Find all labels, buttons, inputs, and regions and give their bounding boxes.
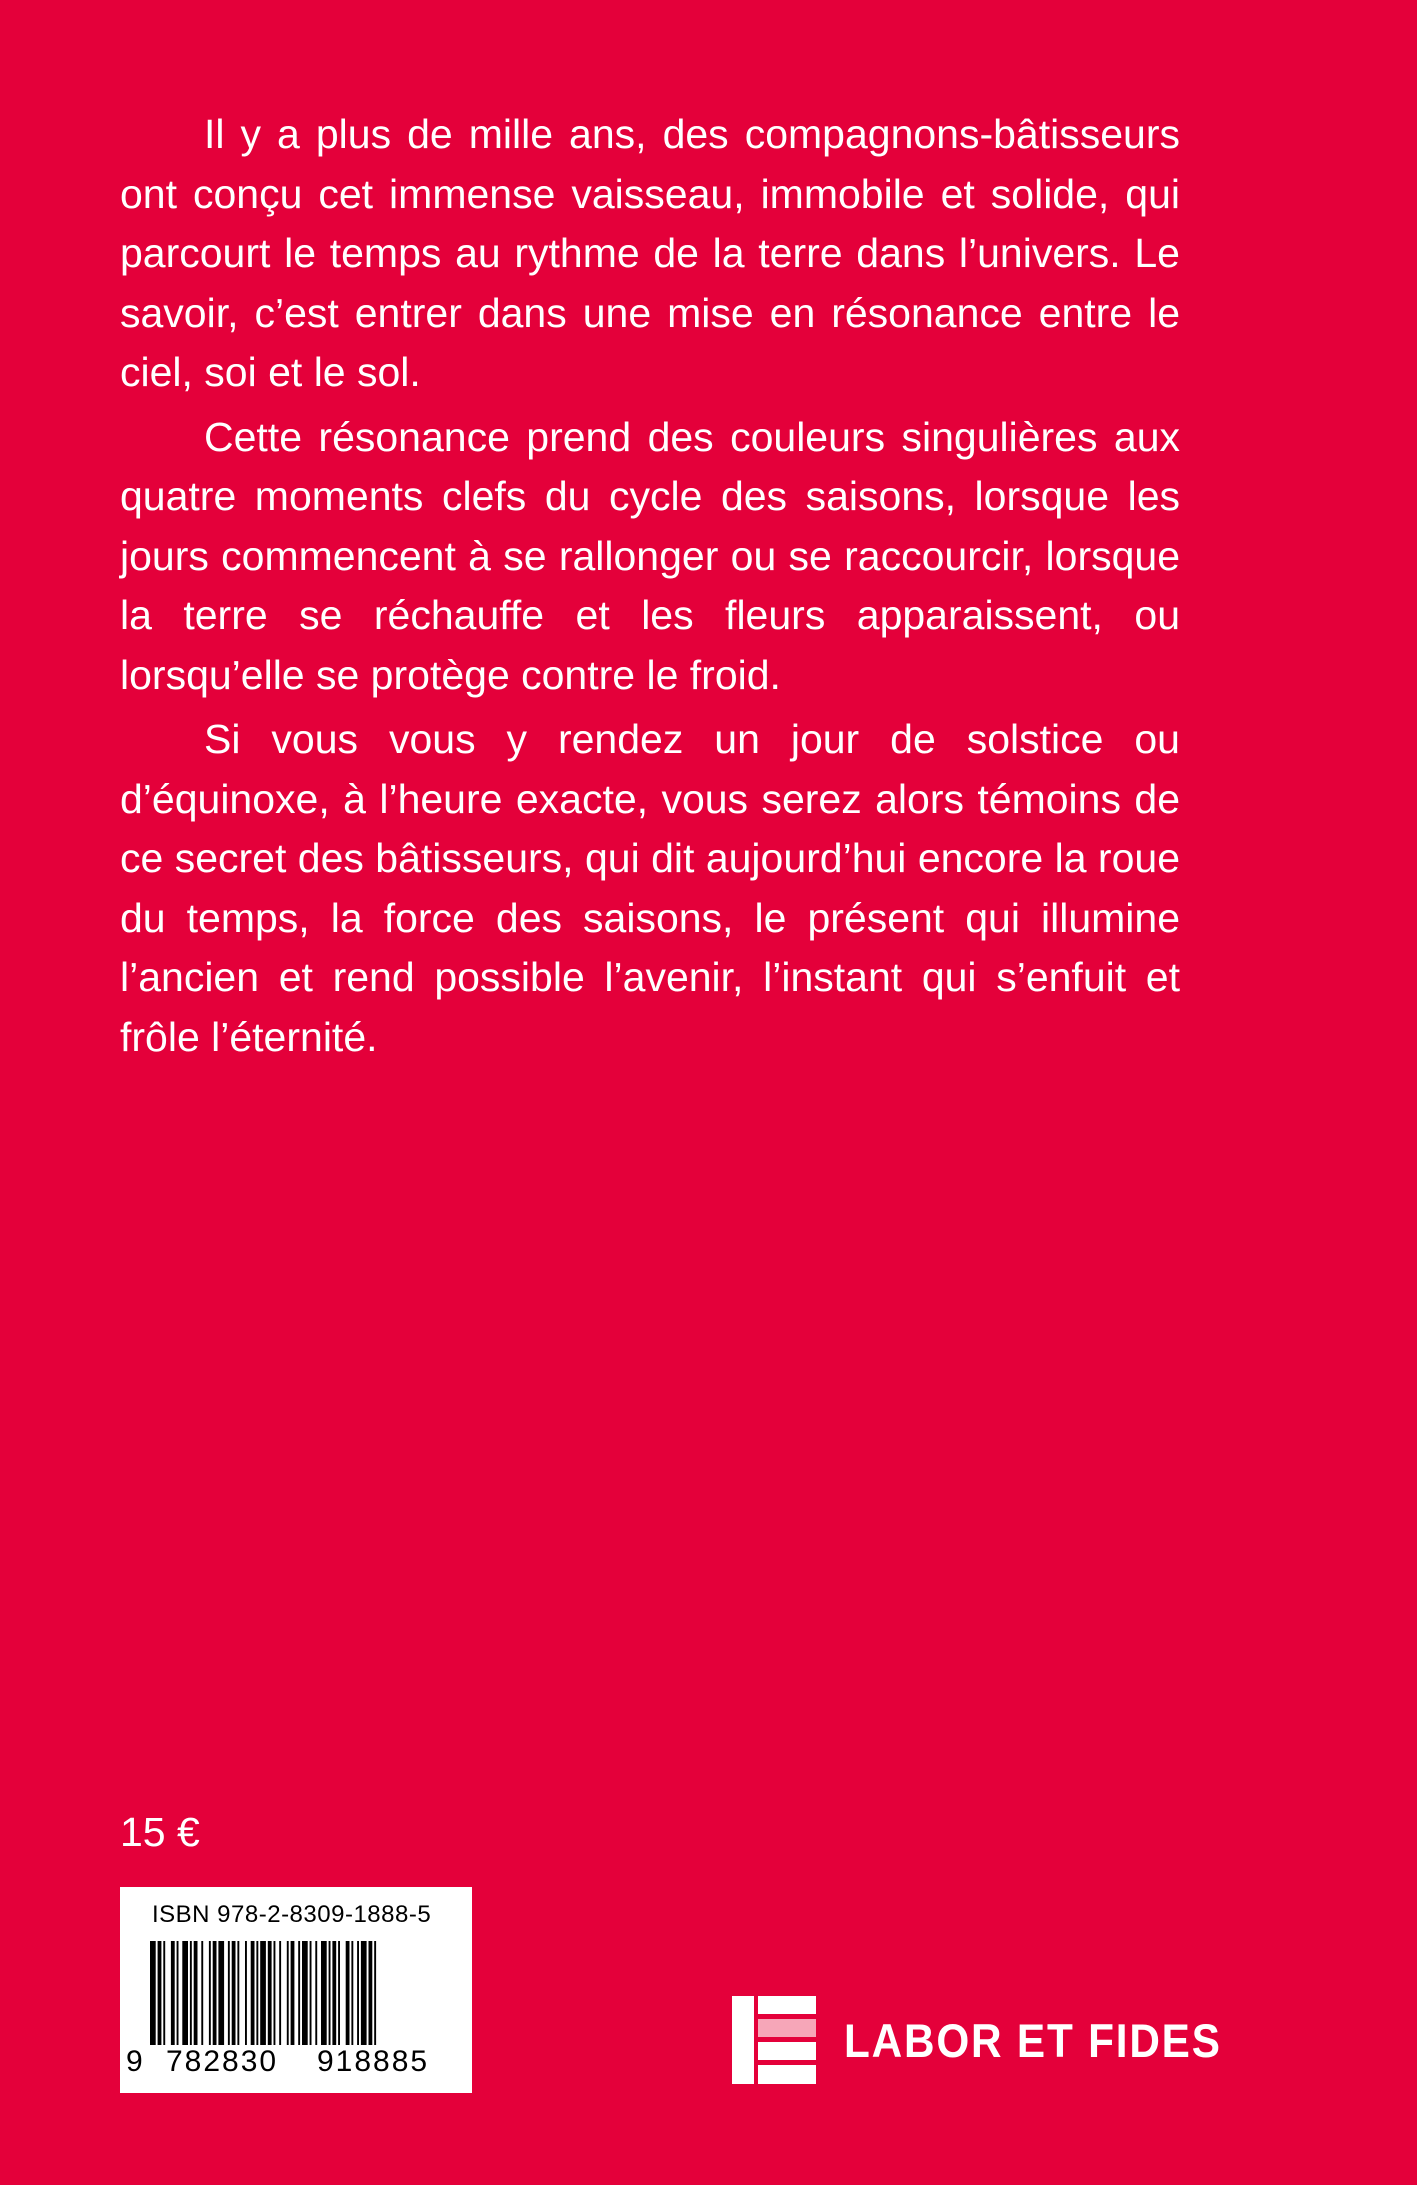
barcode-bar: [361, 1941, 367, 2045]
barcode-bar: [338, 1941, 340, 2045]
barcode-digits-left: 782830: [166, 2045, 279, 2078]
barcode-bar: [237, 1941, 239, 2045]
barcode-bar: [346, 1941, 350, 2045]
barcode-bar: [182, 1941, 188, 2045]
barcode-bar: [251, 1941, 255, 2045]
barcode-bar: [329, 1941, 331, 2045]
barcode-bar: [302, 1941, 308, 2045]
barcode-bar: [190, 1941, 192, 2045]
barcode-bar: [171, 1941, 175, 2045]
barcode-bar: [218, 1941, 224, 2045]
barcode-bar: [332, 1941, 336, 2045]
barcode-bar: [369, 1941, 373, 2045]
barcode-bar: [209, 1941, 211, 2045]
barcode-digit-first: 9: [126, 2045, 145, 2078]
barcode-bar: [310, 1941, 312, 2045]
barcode-bar: [158, 1941, 162, 2045]
price-label: 15 €: [120, 1809, 200, 1855]
barcode-bar: [274, 1941, 276, 2045]
barcode-bar: [213, 1941, 217, 2045]
isbn-barcode: [120, 1887, 472, 2093]
blurb-text: [120, 105, 1180, 1072]
barcode-bar: [232, 1941, 236, 2045]
barcode-bar: [194, 1941, 198, 2045]
barcode-bar: [315, 1941, 317, 2045]
barcode-bar: [268, 1941, 272, 2045]
barcode-bars-icon: [150, 1941, 446, 2045]
barcode-bar: [177, 1941, 179, 2045]
blurb-paragraph-3: Si vous vous y rendez un jour de solstice ou d’équinoxe, à l’heure exacte, vous serez alors témoins de ce secret des bâtisseurs, qui dit aujourd’hui encore la roue du temps, la force des saisons, le présent qui illumine l’ancien et rend possible l’avenir, l’instant qui s’enfuit et frôle l’éternité.: [120, 716, 1180, 1060]
blurb-paragraph-1: Il y a plus de mille ans, des compagnons-bâtisseurs ont conçu cet immense vaisseau, immobile et solide, qui parcourt le temps au rythme de la terre dans l’univers. Le savoir, c’est entrer dans une mise en résonance entre le ciel, soi et le sol.: [120, 111, 1180, 395]
barcode-bar: [357, 1941, 359, 2045]
barcode-bar: [287, 1941, 289, 2045]
barcode-bar: [351, 1941, 353, 2045]
publisher-logo: [732, 1996, 1264, 2084]
barcode-bar: [374, 1941, 376, 2045]
barcode-bar: [228, 1941, 230, 2045]
barcode-bar: [260, 1941, 266, 2045]
barcode-bar: [163, 1941, 165, 2045]
barcode-bar: [298, 1941, 300, 2045]
labor-et-fides-logo-icon: [732, 1996, 816, 2084]
barcode-bar: [291, 1941, 295, 2045]
blurb-paragraph-2: Cette résonance prend des couleurs singulières aux quatre moments clefs du cycle des saisons, lorsque les jours commencent à se rallonger ou se raccourcir, lorsque la terre se réchauffe et les fleurs apparaissent, ou lorsqu’elle se protège contre le froid.: [120, 413, 1180, 698]
barcode-bar: [201, 1941, 203, 2045]
barcode-digits-right: 918885: [317, 2045, 430, 2078]
barcode-bar: [279, 1941, 281, 2045]
barcode-bar: [245, 1941, 247, 2045]
barcode-bar: [150, 1941, 156, 2045]
barcode-bar: [256, 1941, 258, 2045]
isbn-label: ISBN 978-2-8309-1888-5: [152, 1901, 432, 1928]
publisher-name: LABOR ET FIDES: [844, 2013, 1222, 2067]
barcode-bar: [321, 1941, 327, 2045]
